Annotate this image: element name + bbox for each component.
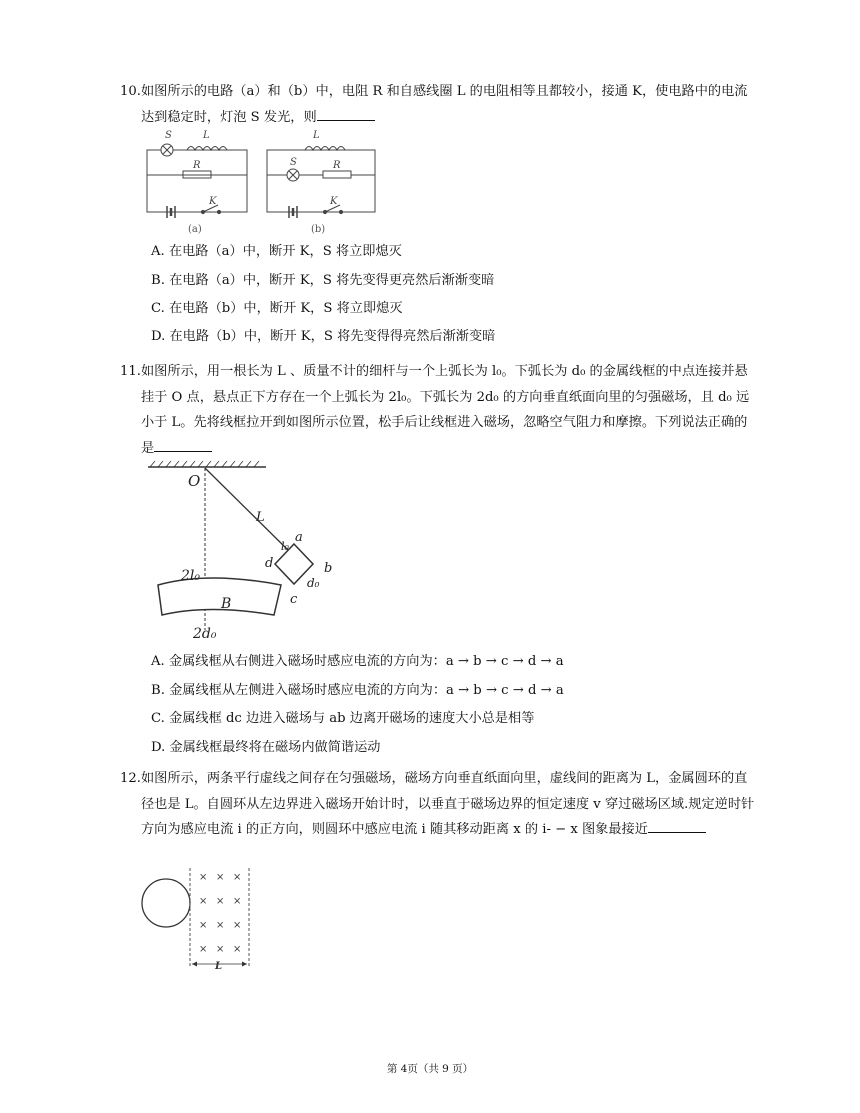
svg-text:×: × [199, 872, 208, 883]
svg-text:×: × [199, 920, 208, 931]
label-s-b: S [290, 157, 297, 168]
option-10-a: A. 在电路（a）中，断开 K，S 将立即熄灭 [151, 244, 402, 259]
option-11-d: D. 金属线框最终将在磁场内做简谐运动 [151, 740, 381, 755]
ring-figure-12 [140, 866, 260, 970]
metal-ring [142, 879, 190, 927]
label-b: b [324, 561, 333, 576]
label-r-b: R [333, 160, 341, 171]
svg-text:×: × [233, 896, 242, 907]
label-k-a: K [209, 196, 217, 207]
circuit-b-frame [267, 150, 375, 212]
option-11-b: B. 金属线框从左侧进入磁场时感应电流的方向为：a → b → c → d → a [151, 683, 564, 698]
label-k-b: K [330, 196, 338, 207]
label-2l0: 2l₀ [181, 568, 200, 584]
svg-text:×: × [216, 944, 225, 955]
label-d: d [265, 556, 274, 571]
question-number: 10. [120, 84, 141, 99]
question-text: 如图所示的电路（a）和（b）中，电阻 R 和自感线圈 L 的电阻相等且都较小，接通 K，使电路中的电流达到稳定时，灯泡 S 发光，则 [140, 84, 748, 125]
svg-text:×: × [199, 896, 208, 907]
circuit-figure-10 [143, 128, 383, 236]
question-11 [120, 359, 760, 461]
answer-blank [648, 818, 706, 833]
resistor-b-icon [323, 171, 351, 178]
inductor-a-icon [187, 147, 227, 151]
inductor-b-icon [305, 147, 345, 151]
field-crosses [199, 872, 241, 955]
option-10-b: B. 在电路（a）中，断开 K，S 将先变得更亮然后渐渐变暗 [151, 273, 495, 288]
label-l0: l₀ [281, 540, 289, 553]
option-10-d: D. 在电路（b）中，断开 K，S 将先变得得亮然后渐渐变暗 [151, 329, 496, 344]
question-12 [120, 766, 760, 843]
label-o: O [188, 472, 201, 490]
question-10 [120, 79, 760, 130]
answer-blank [154, 437, 212, 452]
label-l-b: L [313, 130, 320, 141]
question-number: 12. [120, 771, 141, 786]
svg-text:×: × [233, 920, 242, 931]
label-b-field: B [221, 596, 232, 612]
option-10-c: C. 在电路（b）中，断开 K，S 将立即熄灭 [151, 301, 403, 316]
page-footer: 第 4页（共 9 页） [386, 1063, 474, 1075]
answer-blank [317, 106, 375, 121]
caption-b: (b) [311, 224, 326, 235]
question-number: 11. [120, 364, 141, 379]
field-region [158, 578, 281, 615]
svg-text:×: × [216, 872, 225, 883]
option-11-c: C. 金属线框 dc 边进入磁场与 ab 边离开磁场的速度大小总是相等 [151, 711, 535, 726]
question-text: 如图所示，用一根长为 L 、质量不计的细杆与一个上弧长为 l₀。下弧长为 d₀ 的金属线框的中点连接并悬挂于 O 点，悬点正下方存在一个上弧长为 2l₀。下弧长为 2d₀ 的方向垂直纸面向里的匀强磁场，且 d₀ 远小于 L。先将线框拉开到如图所示位置，松手后让线框进入磁场，忽略空气阻力和摩擦。下列说法正确的是 [140, 364, 750, 456]
question-text: 如图所示，两条平行虚线之间存在匀强磁场，磁场方向垂直纸面向里，虚线间的距离为 L，金属圆环的直径也是 L。自圆环从左边界进入磁场开始计时，以垂直于磁场边界的恒定速度 v 穿过磁场区域.规定逆时针方向为感应电流 i 的正方向，则圆环中感应电流 i 随其移动距离 x 的 i- − x 图象最接近 [140, 771, 755, 837]
label-d0: d₀ [307, 576, 320, 590]
svg-text:×: × [216, 896, 225, 907]
svg-text:×: × [233, 872, 242, 883]
label-r-a: R [193, 160, 201, 171]
label-l: L [256, 510, 265, 525]
label-a: a [295, 530, 303, 545]
label-2d0: 2d₀ [193, 626, 217, 642]
label-c: c [290, 592, 298, 607]
option-11-a: A. 金属线框从右侧进入磁场时感应电流的方向为：a → b → c → d → a [151, 654, 564, 669]
label-l-width: L [215, 961, 223, 970]
svg-text:×: × [233, 944, 242, 955]
caption-a: (a) [188, 224, 202, 235]
rod-line [205, 468, 291, 553]
svg-text:×: × [199, 944, 208, 955]
pendulum-figure-11 [144, 460, 344, 644]
label-l-a: L [203, 130, 210, 141]
label-s-a: S [165, 130, 172, 141]
svg-text:×: × [216, 920, 225, 931]
